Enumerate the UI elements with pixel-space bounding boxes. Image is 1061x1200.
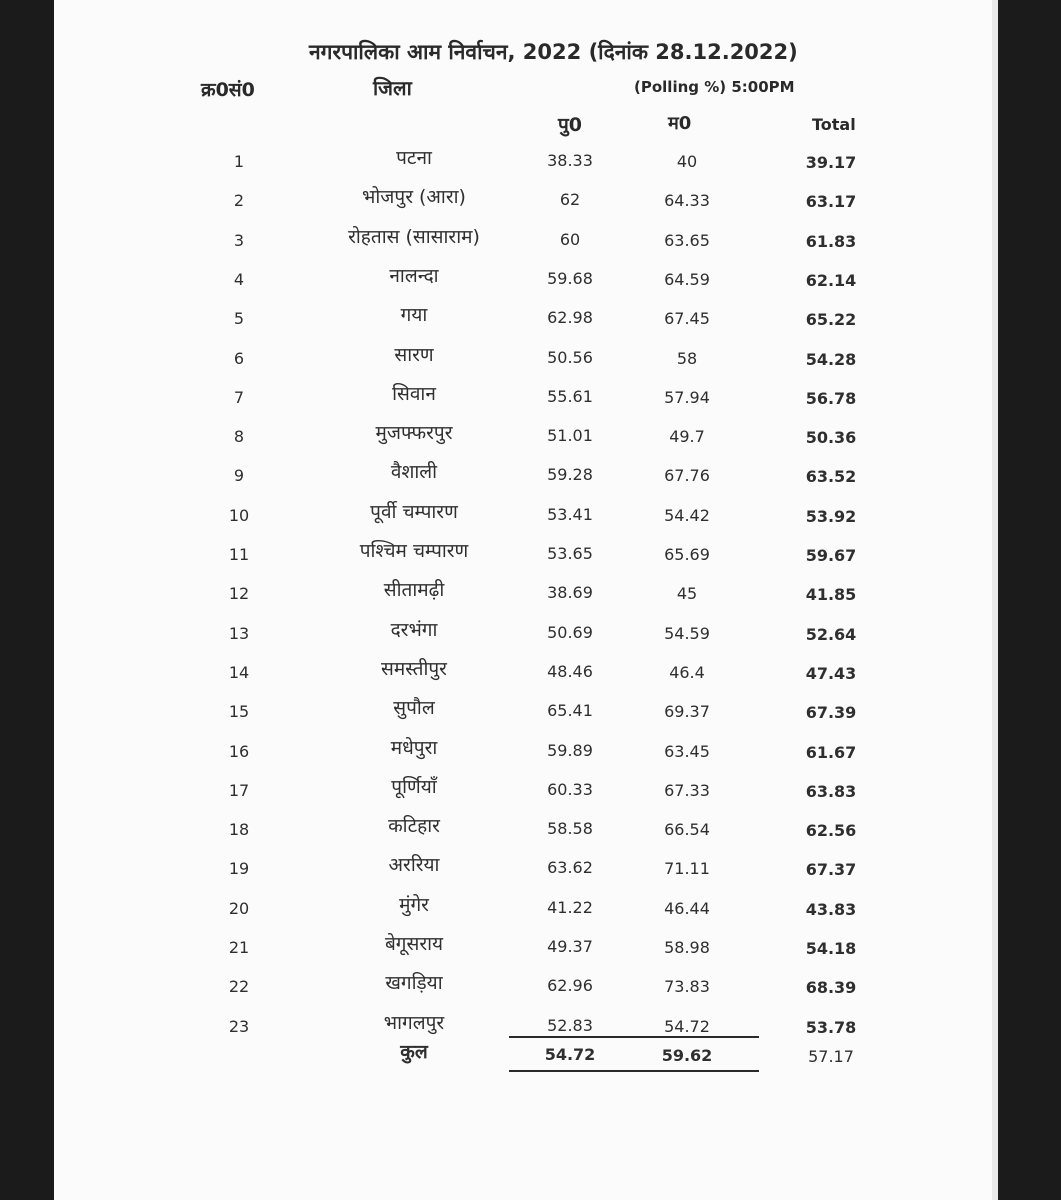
- serial-number: 10: [228, 505, 250, 525]
- total-percent: 52.64: [805, 624, 857, 644]
- male-percent: 49.37: [547, 937, 593, 956]
- district-name: वैशाली: [390, 461, 438, 484]
- serial-number: 4: [233, 269, 245, 289]
- header-total: Total: [812, 115, 856, 134]
- serial-number: 22: [228, 977, 250, 997]
- total-percent: 39.17: [805, 153, 857, 172]
- total-percent: 59.67: [805, 546, 857, 565]
- male-percent: 50.69: [547, 622, 593, 642]
- female-percent: 58.98: [664, 938, 710, 957]
- district-name: सुपौल: [393, 697, 435, 720]
- serial-number: 6: [233, 348, 245, 368]
- total-percent: 63.83: [805, 781, 857, 801]
- female-percent: 54.42: [664, 505, 710, 525]
- female-percent: 57.94: [664, 387, 710, 407]
- male-percent: 48.46: [547, 661, 593, 681]
- district-name: दरभंगा: [390, 618, 438, 641]
- district-name: रोहतास (सासाराम): [348, 225, 480, 248]
- district-name: भागलपुर: [383, 1011, 445, 1034]
- header-polling: (Polling %) 5:00PM: [634, 78, 795, 96]
- male-percent: 59.68: [547, 268, 593, 288]
- total-percent: 61.67: [805, 742, 857, 762]
- male-percent: 59.89: [547, 740, 593, 760]
- female-percent: 69.37: [664, 702, 710, 722]
- male-percent: 62: [559, 190, 581, 210]
- total-percent: 56.78: [805, 388, 857, 408]
- total-percent: 41.85: [805, 585, 857, 605]
- female-percent: 54.59: [664, 623, 710, 643]
- male-percent: 62.96: [547, 976, 593, 996]
- female-percent: 66.54: [664, 820, 710, 840]
- total-percent: 67.37: [805, 860, 857, 880]
- female-percent: 63.45: [664, 741, 710, 761]
- district-name: पूर्वी चम्पारण: [370, 500, 458, 523]
- document-page: [54, 0, 998, 1200]
- district-name: मुजफ्फरपुर: [375, 422, 453, 445]
- district-name: खगड़िया: [385, 972, 443, 995]
- header-female: म0: [668, 113, 692, 134]
- header-serial: क्र0सं0: [201, 79, 255, 101]
- female-percent: 73.83: [664, 977, 710, 997]
- district-name: सीतामढ़ी: [383, 579, 445, 602]
- serial-number: 17: [228, 780, 250, 800]
- female-percent: 45: [676, 584, 698, 604]
- total-percent: 54.18: [805, 939, 857, 958]
- female-percent: 49.7: [669, 427, 705, 447]
- document-title: नगरपालिका आम निर्वाचन, 2022 (दिनांक 28.12.2022): [309, 40, 798, 64]
- female-percent: 54.72: [664, 1016, 710, 1036]
- total-female: 59.62: [661, 1046, 713, 1065]
- district-name: बेगूसराय: [384, 933, 444, 955]
- female-percent: 65.69: [664, 545, 710, 564]
- total-percent: 65.22: [805, 310, 857, 330]
- header-male: पु0: [558, 114, 583, 136]
- serial-number: 16: [228, 741, 250, 761]
- district-name: पश्चिम चम्पारण: [359, 540, 469, 562]
- serial-number: 19: [228, 859, 250, 879]
- male-percent: 38.33: [547, 151, 593, 170]
- total-row: [54, 1041, 998, 1084]
- female-percent: 46.4: [669, 662, 705, 682]
- serial-number: 12: [228, 584, 250, 604]
- total-percent: 53.78: [805, 1017, 857, 1037]
- district-name: अररिया: [388, 854, 440, 877]
- total-percent: 68.39: [805, 978, 857, 998]
- serial-number: 11: [228, 545, 250, 564]
- female-percent: 67.76: [664, 466, 710, 486]
- total-percent: 61.83: [805, 231, 857, 251]
- district-name: मधेपुरा: [390, 736, 438, 759]
- total-percent: 54.28: [805, 349, 857, 369]
- male-percent: 59.28: [547, 465, 593, 485]
- male-percent: 53.41: [547, 504, 593, 524]
- male-percent: 50.56: [547, 347, 593, 367]
- serial-number: 5: [233, 309, 245, 329]
- male-percent: 63.62: [547, 858, 593, 878]
- total-percent: 63.17: [805, 192, 857, 212]
- header-district: जिला: [373, 76, 412, 100]
- district-name: नालन्दा: [389, 264, 439, 287]
- serial-number: 20: [228, 898, 250, 918]
- serial-number: 9: [233, 466, 245, 486]
- male-percent: 52.83: [547, 1015, 593, 1035]
- total-male: 54.72: [544, 1045, 596, 1064]
- female-percent: 67.45: [664, 309, 710, 329]
- district-name: सिवान: [392, 382, 436, 405]
- district-name: पटना: [396, 147, 432, 169]
- serial-number: 2: [233, 191, 245, 211]
- district-name: कटिहार: [388, 815, 440, 838]
- male-percent: 62.98: [547, 308, 593, 328]
- district-name: समस्तीपुर: [381, 657, 447, 680]
- total-bottom-rule: [509, 1070, 759, 1072]
- female-percent: 63.65: [664, 230, 710, 250]
- male-percent: 53.65: [547, 544, 593, 563]
- male-percent: 38.69: [547, 583, 593, 603]
- district-name: भोजपुर (आरा): [362, 186, 466, 209]
- male-percent: 55.61: [547, 386, 593, 406]
- district-name: गया: [400, 304, 428, 327]
- female-percent: 58: [676, 348, 698, 368]
- male-percent: 60: [559, 229, 581, 249]
- total-label: कुल: [400, 1041, 428, 1063]
- male-percent: 58.58: [547, 819, 593, 839]
- total-percent: 63.52: [805, 467, 857, 487]
- serial-number: 15: [228, 702, 250, 722]
- male-percent: 51.01: [547, 426, 593, 446]
- total-percent: 53.92: [805, 506, 857, 526]
- serial-number: 23: [228, 1016, 250, 1036]
- district-name: मुंगेर: [399, 893, 429, 916]
- serial-number: 14: [228, 662, 250, 682]
- female-percent: 64.59: [664, 269, 710, 289]
- male-percent: 65.41: [547, 701, 593, 721]
- serial-number: 1: [233, 152, 245, 171]
- total-total: 57.17: [808, 1047, 854, 1066]
- total-percent: 62.56: [805, 821, 857, 841]
- female-percent: 40: [676, 152, 698, 171]
- total-percent: 50.36: [805, 428, 857, 448]
- total-percent: 62.14: [805, 270, 857, 290]
- serial-number: 3: [233, 230, 245, 250]
- serial-number: 18: [228, 820, 250, 840]
- total-percent: 43.83: [805, 899, 857, 919]
- total-percent: 47.43: [805, 663, 857, 683]
- district-name: सारण: [394, 343, 434, 366]
- serial-number: 13: [228, 623, 250, 643]
- serial-number: 8: [233, 427, 245, 447]
- female-percent: 46.44: [664, 898, 710, 918]
- female-percent: 64.33: [664, 191, 710, 211]
- female-percent: 71.11: [664, 859, 710, 879]
- serial-number: 7: [233, 387, 245, 407]
- district-name: पूर्णियाँ: [391, 775, 437, 798]
- total-percent: 67.39: [805, 703, 857, 723]
- serial-number: 21: [228, 938, 250, 957]
- male-percent: 41.22: [547, 897, 593, 917]
- female-percent: 67.33: [664, 780, 710, 800]
- male-percent: 60.33: [547, 779, 593, 799]
